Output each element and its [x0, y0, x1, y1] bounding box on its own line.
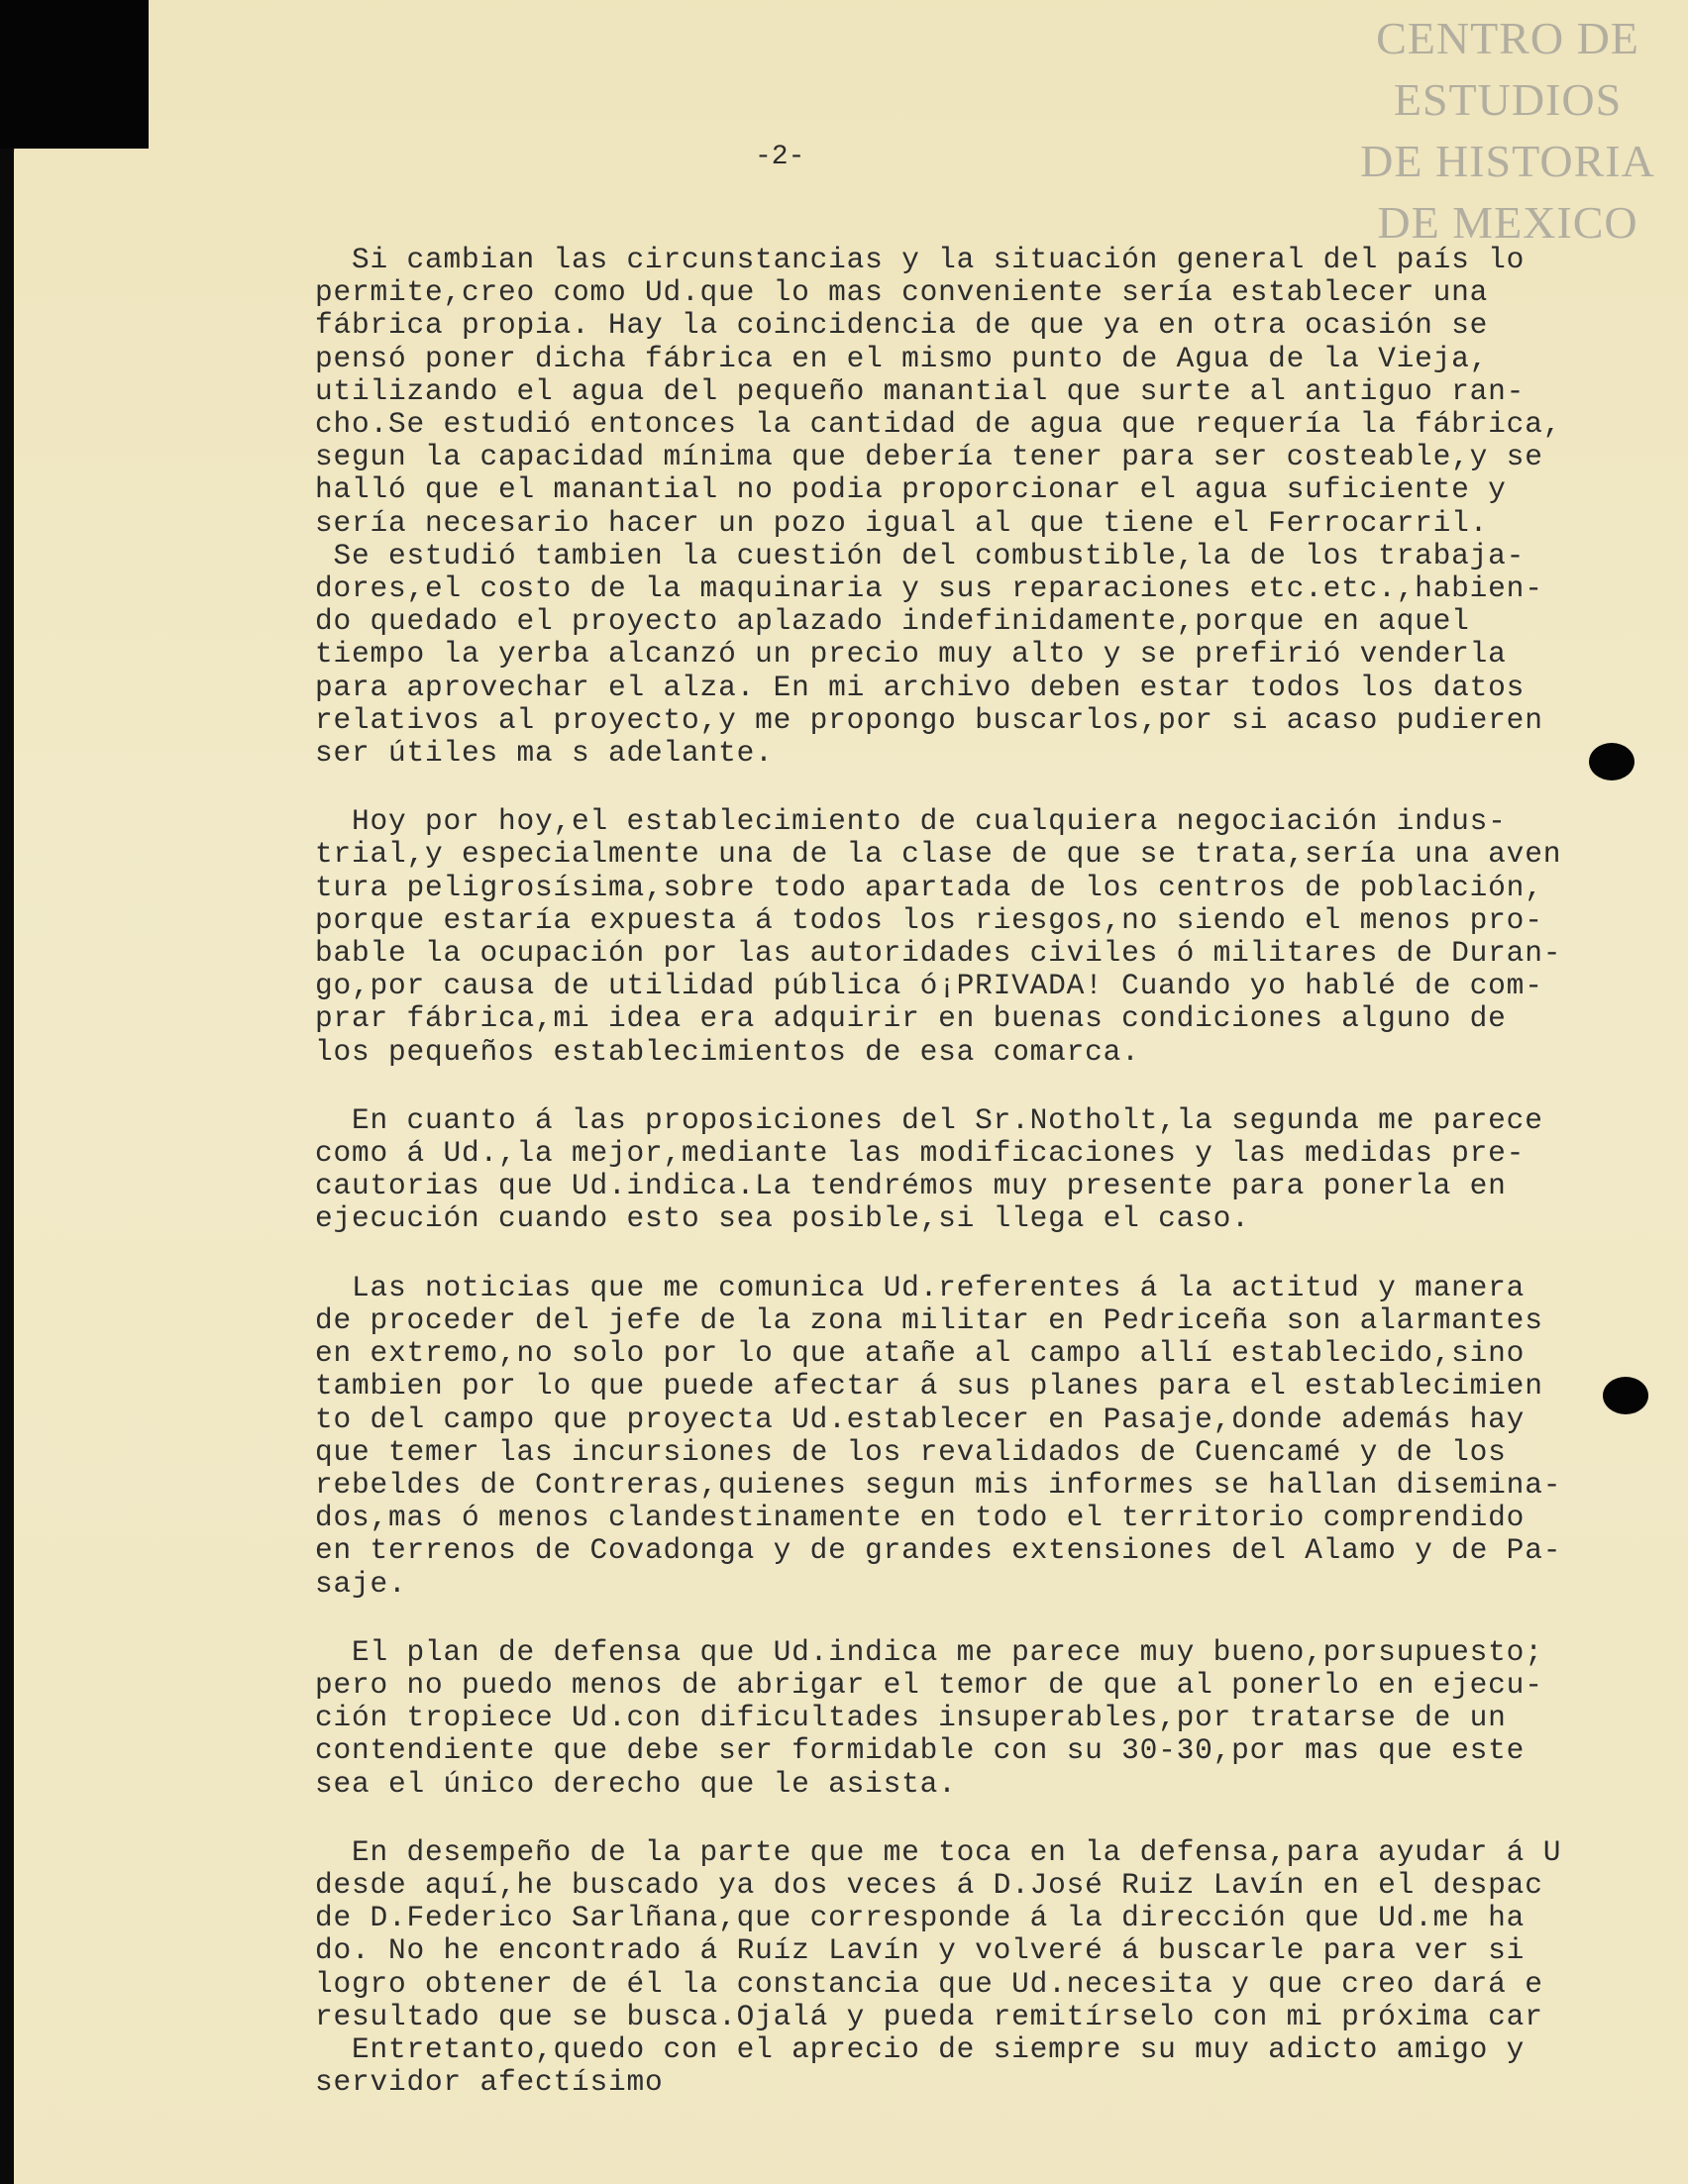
- text-line: do quedado el proyecto aplazado indefinidamente,porque en aquel: [315, 604, 1470, 639]
- text-line: que temer las incursiones de los revalidados de Cuencamé y de los: [315, 1434, 1507, 1469]
- text-line: bable la ocupación por las autoridades civiles ó militares de Duran-: [315, 936, 1562, 971]
- text-line: permite,creo como Ud.que lo mas conveniente sería establecer una: [315, 275, 1489, 310]
- text-line: do. No he encontrado á Ruíz Lavín y volveré á buscarle para ver si: [315, 1933, 1526, 1968]
- text-line: tiempo la yerba alcanzó un precio muy alto y se prefirió venderla: [315, 637, 1507, 672]
- text-line: Si cambian las circunstancias y la situación general del país lo: [315, 243, 1526, 276]
- text-line: servidor afectísimo: [315, 2065, 664, 2100]
- text-line: segun la capacidad mínima que debería tener para ser costeable,y se: [315, 440, 1543, 474]
- text-line: en terrenos de Covadonga y de grandes extensiones del Alamo y de Pa-: [315, 1533, 1562, 1568]
- text-line: tura peligrosísima,sobre todo apartada de los centros de población,: [315, 870, 1543, 904]
- page-number: -2-: [755, 142, 805, 172]
- paragraph-gap: [315, 1801, 1682, 1836]
- text-line: para aprovechar el alza. En mi archivo deben estar todos los datos: [315, 670, 1526, 704]
- text-line: tambien por lo que puede afectar á sus planes para el establecimien: [315, 1369, 1543, 1404]
- paragraph-gap: [315, 1236, 1682, 1272]
- text-line: dores,el costo de la maquinaria y sus reparaciones etc.etc.,habien-: [315, 572, 1543, 606]
- text-line: halló que el manantial no podia proporcionar el agua suficiente y: [315, 472, 1507, 507]
- text-line: sea el único derecho que le asista.: [315, 1766, 957, 1801]
- text-line: como á Ud.,la mejor,mediante las modificaciones y las medidas pre-: [315, 1136, 1526, 1171]
- text-line: logro obtener de él la constancia que Ud.necesita y que creo dará e: [315, 1966, 1543, 2001]
- text-line: desde aquí,he buscado ya dos veces á D.José Ruiz Lavín en el despac: [315, 1867, 1543, 1902]
- watermark-line: ESTUDIOS: [1393, 74, 1623, 125]
- text-line: los pequeños establecimientos de esa comarca.: [315, 1034, 1140, 1069]
- text-line: El plan de defensa que Ud.indica me parece muy bueno,porsupuesto;: [315, 1634, 1543, 1669]
- text-line: sería necesario hacer un pozo igual al que tiene el Ferrocarril.: [315, 505, 1489, 540]
- text-line: dos,mas ó menos clandestinamente en todo el territorio comprendido: [315, 1501, 1526, 1535]
- text-line: ción tropiece Ud.con dificultades insuperables,por tratarse de un: [315, 1701, 1507, 1735]
- text-line: pero no puedo menos de abrigar el temor de que al ponerlo en ejecu-: [315, 1667, 1543, 1702]
- text-line: resultado que se busca.Ojalá y pueda remitírselo con mi próxima car: [315, 1999, 1543, 2033]
- paragraph: [315, 1104, 1682, 1236]
- text-line: rebeldes de Contreras,quienes segun mis informes se hallan disemina-: [315, 1467, 1562, 1502]
- paragraph: [315, 1636, 1682, 1801]
- paragraph: [315, 244, 1682, 770]
- text-line: en extremo,no solo por lo que atañe al campo allí establecido,sino: [315, 1336, 1526, 1371]
- text-line: prar fábrica,mi idea era adquirir en buenas condiciones alguno de: [315, 1001, 1507, 1036]
- letter-body: [315, 244, 1682, 2099]
- text-line: fábrica propia. Hay la coincidencia de que ya en otra ocasión se: [315, 308, 1489, 343]
- text-line: to del campo que proyecta Ud.establecer en Pasaje,donde además hay: [315, 1402, 1526, 1436]
- text-line: Las noticias que me comunica Ud.referentes á la actitud y manera: [315, 1270, 1526, 1304]
- punch-hole: [1589, 743, 1635, 780]
- text-line: porque estaría expuesta á todos los riesgos,no siendo el menos pro-: [315, 902, 1543, 937]
- paragraph-gap: [315, 770, 1682, 805]
- paragraph: [315, 1836, 1682, 2100]
- text-line: cho.Se estudió entonces la cantidad de agua que requería la fábrica,: [315, 407, 1562, 442]
- watermark-line: DE HISTORIA: [1360, 136, 1655, 186]
- paragraph-gap: [315, 1601, 1682, 1636]
- text-line: ser útiles ma s adelante.: [315, 736, 774, 771]
- scan-corner-shadow: [0, 0, 149, 149]
- text-line: Se estudió tambien la cuestión del combustible,la de los trabaja-: [315, 538, 1526, 572]
- archive-watermark: [1339, 8, 1676, 254]
- text-line: relativos al proyecto,y me propongo buscarlos,por si acaso pudieren: [315, 702, 1543, 737]
- text-line: contendiente que debe ser formidable con su 30-30,por mas que este: [315, 1733, 1526, 1768]
- paragraph-gap: [315, 1069, 1682, 1104]
- punch-hole: [1603, 1377, 1648, 1414]
- text-line: Hoy por hoy,el establecimiento de cualquiera negociación indus-: [315, 804, 1507, 839]
- text-line: go,por causa de utilidad pública ó¡PRIVADA! Cuando yo hablé de com-: [315, 969, 1543, 1003]
- text-line: trial,y especialmente una de la clase de que se trata,sería una aven: [315, 837, 1562, 872]
- paragraph: [315, 805, 1682, 1069]
- watermark-line: DE MEXICO: [1377, 197, 1638, 248]
- text-line: de D.Federico Sarlñana,que corresponde á la dirección que Ud.me ha: [315, 1901, 1526, 1935]
- text-line: saje.: [315, 1566, 407, 1601]
- text-line: Entretanto,quedo con el aprecio de siempre su muy adicto amigo y: [315, 2031, 1526, 2066]
- text-line: utilizando el agua del pequeño manantial que surte al antiguo ran-: [315, 373, 1526, 408]
- text-line: En desempeño de la parte que me toca en la defensa,para ayudar á U: [315, 1834, 1562, 1869]
- text-line: de proceder del jefe de la zona militar en Pedriceña son alarmantes: [315, 1302, 1543, 1337]
- text-line: pensó poner dicha fábrica en el mismo punto de Agua de la Vieja,: [315, 341, 1489, 375]
- text-line: En cuanto á las proposiciones del Sr.Notholt,la segunda me parece: [315, 1102, 1543, 1137]
- text-line: ejecución cuando esto sea posible,si llega el caso.: [315, 1201, 1250, 1236]
- watermark-line: CENTRO DE: [1376, 13, 1639, 63]
- text-line: cautorias que Ud.indica.La tendrémos muy presente para ponerla en: [315, 1169, 1507, 1203]
- paragraph: [315, 1272, 1682, 1601]
